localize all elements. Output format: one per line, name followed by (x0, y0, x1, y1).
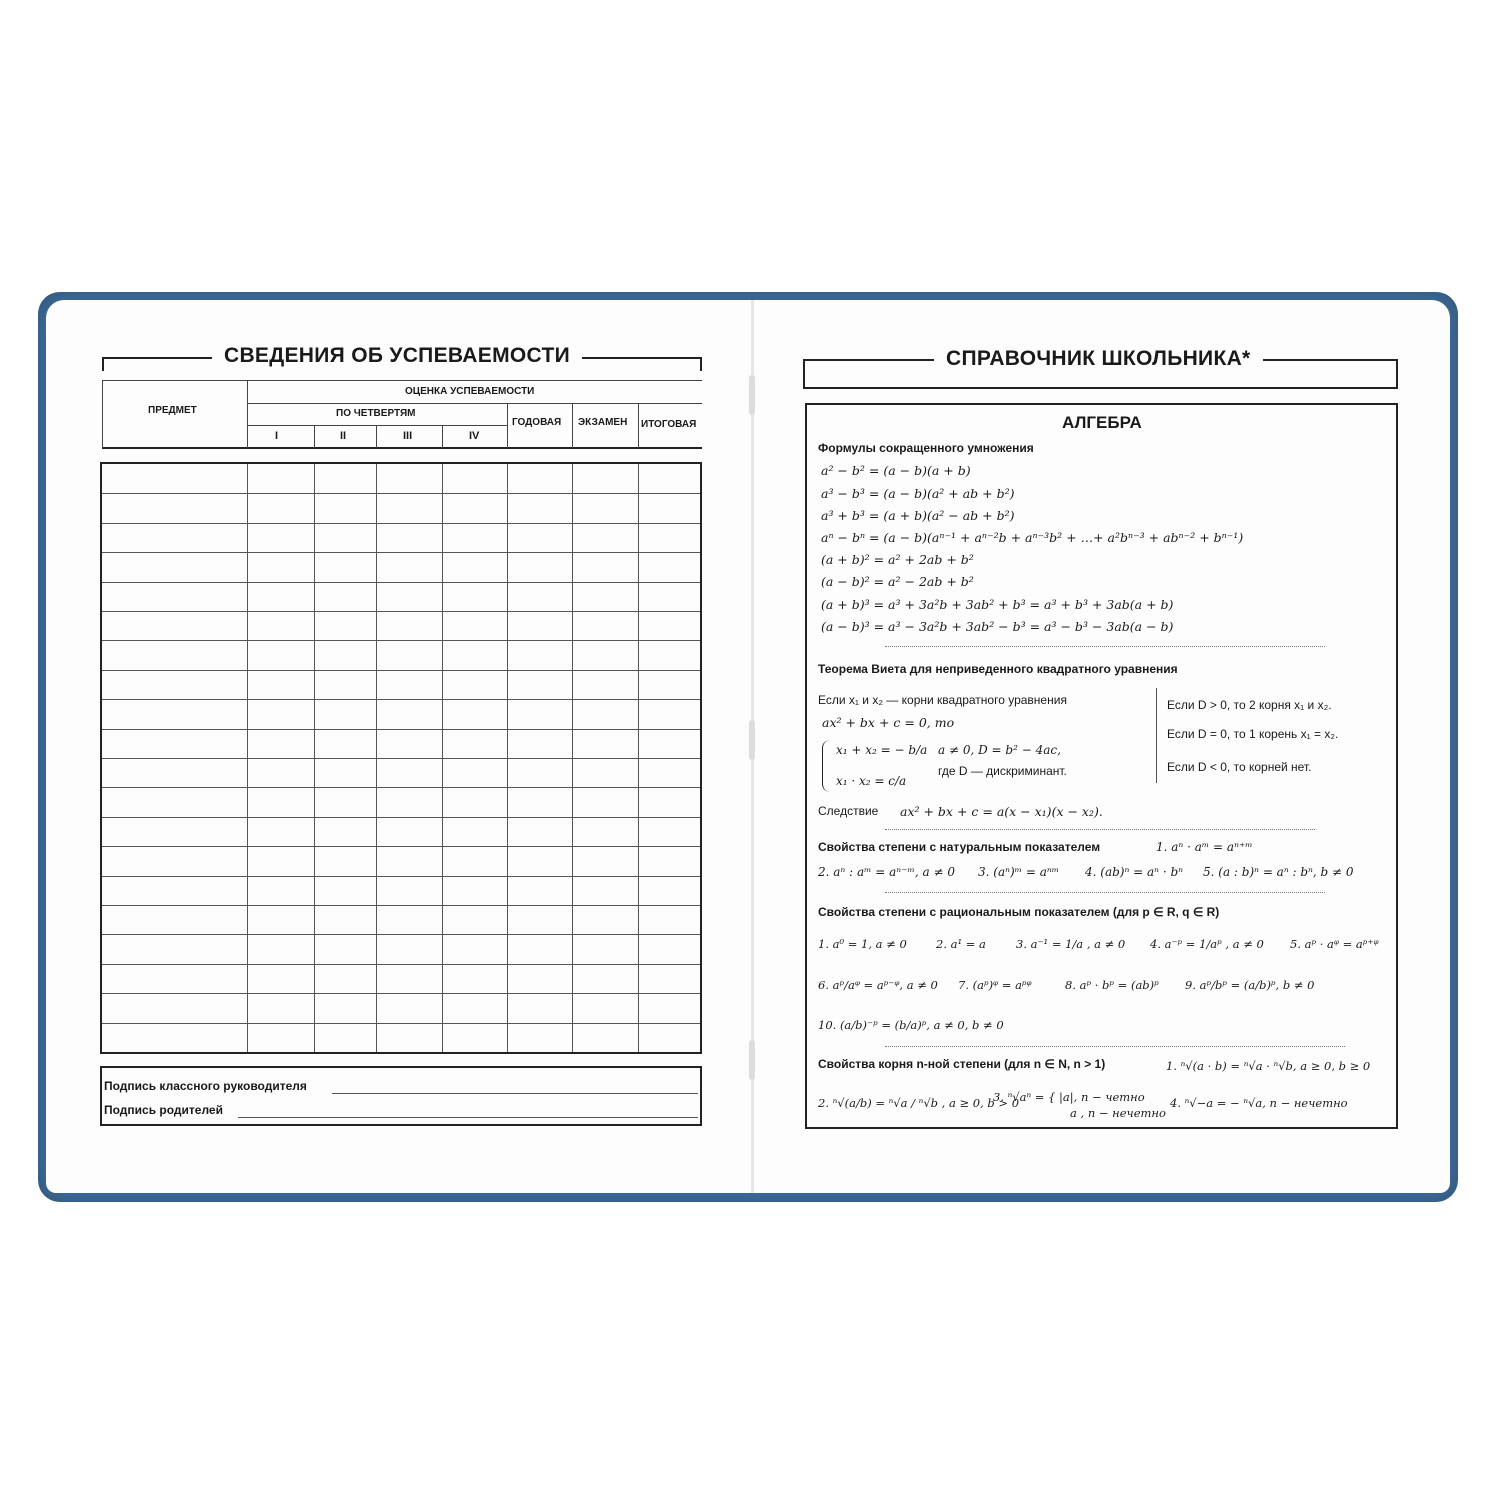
rule (572, 403, 573, 448)
rational-powers-heading: Свойства степени с рациональным показателем (для p ∈ R, q ∈ R) (818, 905, 1220, 919)
header-q1: I (275, 430, 279, 442)
rational-rule: 5. aᵖ · aᵠ = aᵖ⁺ᵠ (1290, 937, 1379, 951)
table-row-line (102, 905, 700, 906)
roots-heading: Свойства корня n-ной степени (для n ∈ N, n > 1) (818, 1057, 1106, 1071)
rule (247, 403, 702, 404)
root-rule: 3. ⁿ√aⁿ = { |a|, n − четно (993, 1090, 1145, 1104)
table-row-line (102, 729, 700, 730)
header-q3: III (403, 430, 413, 442)
header-q4: IV (469, 430, 480, 442)
title-rule-bottom (803, 387, 1398, 389)
header-quarters: ПО ЧЕТВЕРТЯМ (336, 408, 416, 419)
table-row-line (102, 523, 700, 524)
rational-rule: 1. a⁰ = 1, a ≠ 0 (818, 937, 907, 951)
algebra-heading: АЛГЕБРА (1062, 413, 1142, 432)
formula: (a + b)³ = a³ + 3a²b + 3ab² + b³ = a³ + b³ + 3ab(a + b) (821, 597, 1174, 612)
title-rule-tick (102, 357, 104, 371)
formula: (a + b)² = a² + 2ab + b² (821, 552, 974, 567)
table-column-line (572, 464, 573, 1052)
vieta-product: x₁ · x₂ = c/a (836, 774, 907, 788)
table-row-line (102, 582, 700, 583)
table-row-line (102, 699, 700, 700)
teacher-signature-line[interactable] (332, 1093, 698, 1094)
reference-title: СПРАВОЧНИК ШКОЛЬНИКА* (934, 347, 1263, 371)
title-rule-tick (700, 357, 702, 371)
separator (885, 892, 1325, 893)
corollary-label: Следствие (818, 804, 879, 818)
table-row-line (102, 758, 700, 759)
rational-rule: 3. a⁻¹ = 1/a , a ≠ 0 (1016, 937, 1126, 951)
table-row-line (102, 1023, 700, 1024)
table-column-line (376, 464, 377, 1052)
staple (749, 375, 755, 415)
vieta-condition: a ≠ 0, D = b² − 4ac, (938, 743, 1061, 757)
power-rule: 1. aⁿ · aᵐ = aⁿ⁺ᵐ (1156, 840, 1253, 854)
table-column-line (638, 464, 639, 1052)
rule (102, 380, 702, 381)
rule (247, 380, 248, 448)
table-row-line (102, 993, 700, 994)
rational-rule: 9. aᵖ/bᵖ = (a/b)ᵖ, b ≠ 0 (1185, 978, 1315, 992)
header-exam: ЭКЗАМЕН (578, 417, 628, 428)
header-grades: ОЦЕНКА УСПЕВАЕМОСТИ (405, 386, 535, 397)
table-row-line (102, 934, 700, 935)
rule (102, 447, 702, 449)
header-annual: ГОДОВАЯ (512, 417, 562, 428)
formula: (a − b)² = a² − 2ab + b² (821, 574, 974, 589)
rational-rule: 7. (aᵖ)ᵠ = aᵖᵠ (958, 978, 1032, 992)
rational-rule: 4. a⁻ᵖ = 1/aᵖ , a ≠ 0 (1150, 937, 1264, 951)
table-row-line (102, 964, 700, 965)
root-rule: 2. ⁿ√(a/b) = ⁿ√a / ⁿ√b , a ≥ 0, b > 0 (818, 1096, 1020, 1110)
vieta-equation: ax² + bx + c = 0, то (822, 715, 955, 730)
root-rule: 1. ⁿ√(a · b) = ⁿ√a · ⁿ√b, a ≥ 0, b ≥ 0 (1166, 1059, 1371, 1073)
rule (314, 425, 315, 448)
rational-rule: 6. aᵖ/aᵠ = aᵖ⁻ᵠ, a ≠ 0 (818, 978, 938, 992)
teacher-signature-label: Подпись классного руководителя (104, 1079, 307, 1093)
table-row-line (102, 817, 700, 818)
grades-title: СВЕДЕНИЯ ОБ УСПЕВАЕМОСТИ (212, 344, 582, 368)
rule (442, 425, 443, 448)
table-column-line (247, 464, 248, 1052)
separator (885, 829, 1315, 830)
power-rule: 5. (a : b)ⁿ = aⁿ : bⁿ, b ≠ 0 (1203, 865, 1354, 879)
rational-rule: 8. aᵖ · bᵖ = (ab)ᵖ (1065, 978, 1159, 992)
vieta-text: Если x₁ и x₂ — корни квадратного уравнения (818, 693, 1067, 707)
rule (247, 425, 507, 426)
parents-signature-label: Подпись родителей (104, 1103, 223, 1117)
table-row-line (102, 493, 700, 494)
staple (749, 1040, 755, 1080)
formula: (a − b)³ = a³ − 3a²b + 3ab² − b³ = a³ − b³ − 3ab(a − b) (821, 619, 1174, 634)
table-row-line (102, 611, 700, 612)
divider (1156, 688, 1157, 783)
power-rule: 2. aⁿ : aᵐ = aⁿ⁻ᵐ, a ≠ 0 (818, 865, 955, 879)
formula: a² − b² = (a − b)(a + b) (821, 463, 971, 478)
formula: a³ − b³ = (a − b)(a² + ab + b²) (821, 486, 1015, 501)
formula: a³ + b³ = (a + b)(a² − ab + b²) (821, 508, 1015, 523)
header-q2: II (340, 430, 347, 442)
vieta-case: Если D = 0, то 1 корень x₁ = x₂. (1167, 727, 1339, 741)
rule (376, 425, 377, 448)
vieta-case: Если D < 0, то корней нет. (1167, 760, 1312, 774)
formula: aⁿ − bⁿ = (a − b)(aⁿ⁻¹ + aⁿ⁻²b + aⁿ⁻³b² + …+ a²bⁿ⁻³ + abⁿ⁻² + bⁿ⁻¹) (821, 530, 1244, 545)
parents-signature-line[interactable] (238, 1117, 698, 1118)
rule (102, 380, 103, 448)
corollary-formula: ax² + bx + c = a(x − x₁)(x − x₂). (900, 804, 1103, 819)
short-mult-heading: Формулы сокращенного умножения (818, 441, 1034, 455)
rational-rule: 10. (a/b)⁻ᵖ = (b/a)ᵖ, a ≠ 0, b ≠ 0 (818, 1018, 1004, 1032)
power-rule: 3. (aⁿ)ᵐ = aⁿᵐ (978, 865, 1060, 879)
root-rule: a , n − нечетно (1070, 1106, 1166, 1120)
table-column-line (314, 464, 315, 1052)
vieta-sum: x₁ + x₂ = − b/a (836, 743, 928, 757)
table-column-line (507, 464, 508, 1052)
vieta-case: Если D > 0, то 2 корня x₁ и x₂. (1167, 698, 1332, 712)
table-row-line (102, 787, 700, 788)
separator (885, 1046, 1345, 1047)
title-rule-tick (803, 359, 805, 389)
title-rule-tick (1396, 359, 1398, 389)
vieta-heading: Теорема Виета для неприведенного квадратного уравнения (818, 662, 1178, 676)
rule (638, 403, 639, 448)
table-column-line (442, 464, 443, 1052)
rule (507, 403, 508, 448)
table-row-line (102, 552, 700, 553)
header-final: ИТОГОВАЯ (641, 419, 697, 430)
separator (885, 646, 1325, 647)
staple (749, 720, 755, 760)
vieta-discriminant-note: где D — дискриминант. (938, 764, 1067, 778)
power-rule: 4. (ab)ⁿ = aⁿ · bⁿ (1085, 865, 1184, 879)
header-subject: ПРЕДМЕТ (148, 405, 197, 416)
table-row-line (102, 670, 700, 671)
natural-powers-heading: Свойства степени с натуральным показателем (818, 840, 1101, 854)
system-brace (822, 740, 831, 792)
rational-rule: 2. a¹ = a (936, 937, 986, 951)
table-row-line (102, 640, 700, 641)
root-rule: 4. ⁿ√−a = − ⁿ√a, n − нечетно (1170, 1096, 1348, 1110)
table-row-line (102, 876, 700, 877)
table-row-line (102, 846, 700, 847)
